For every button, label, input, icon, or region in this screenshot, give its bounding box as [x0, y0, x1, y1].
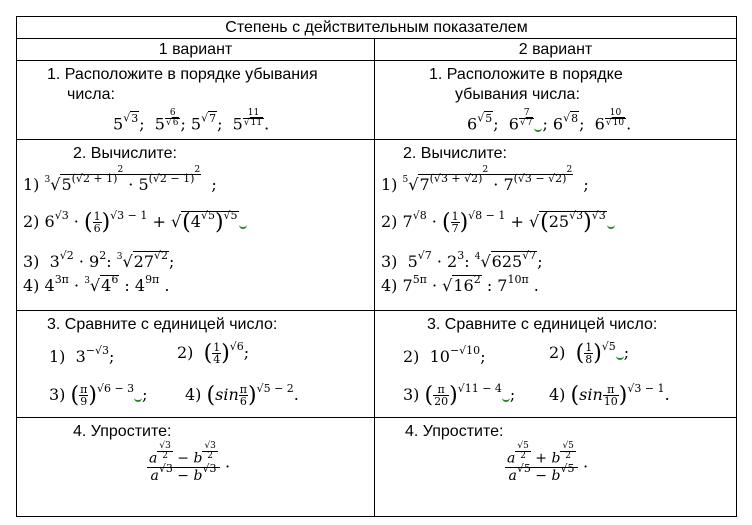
v1-task2-item4: 4) $4^{3\pi} \cdot ^3√4^6$ : $4^{9\pi}$ . — [23, 273, 170, 295]
v2-task3-item1: 2) $10^{-√10}$; — [403, 344, 486, 366]
v2-task1-title-line2: убывания числа: — [455, 86, 580, 103]
v1-task2-cell — [17, 140, 375, 311]
v2-task2-item3: 3) $5^{√7} \cdot 2^3$: $^4√625^{√7}$; — [381, 249, 543, 271]
v1-task4-cell — [17, 418, 375, 517]
v1-task2-item1: 1) $^3√5^{(√2 + 1)^2} \cdot 5^{(√2 - 1)^2}$ ; — [23, 165, 217, 194]
v2-task4-expression: a $^{\frac{√5}{2}}$ + b $^{\frac{√5}{2}}$ $a^{√5} - b^{√5}$ . — [507, 441, 589, 484]
v1-task4-title: 4. Упростите: — [73, 423, 172, 440]
v2-task2-item4: 4) $7^{5\pi} \cdot √16^2$ : $7^{10\pi}$ . — [381, 273, 539, 295]
item-number: 3) — [403, 385, 420, 404]
v2-task1-title-line1: 1. Расположите в порядке — [429, 66, 623, 83]
v2-task3-item3: 3) ( $\frac{\pi}{20}$ )$^{√11 - 4}$ ; — [403, 382, 516, 408]
v1-task2-item3: 3) $3^{√2} \cdot 9^2$: $^3√27^{√2}$; — [23, 249, 175, 271]
v2-task4-cell — [375, 418, 737, 517]
v1-task3-cell — [17, 311, 375, 418]
v2-task3-item4: 4) (sin $\frac{\pi}{10}$ )$^{√3 - 1}$. — [549, 382, 670, 408]
item-number: 1) — [49, 347, 66, 366]
v2-task2-item2: 2) $7^{√8}$ · ( $\frac{1}{7}$ )$^{√8 - 1} + √(25^{√3})^{√3}$ — [381, 210, 615, 235]
v1-task3-item1: 1) $3^{-√3}$; — [49, 344, 115, 366]
item-number: 4) — [23, 276, 40, 295]
v2-task3-title: 3. Сравните с единицей число: — [427, 316, 658, 333]
worksheet-table — [16, 16, 737, 517]
item-number: 2) — [177, 343, 194, 362]
item-number: 3) — [23, 252, 40, 271]
v1-task4-expression: a $^{\frac{√3}{2}}$ − b $^{\frac{√3}{2}}$ $a^{√3} - b^{√3}$ . — [149, 441, 231, 484]
v1-task3-item2: 2) ( $\frac{1}{4}$ )$^{√6}$; — [177, 340, 250, 366]
item-number: 3) — [49, 385, 66, 404]
v2-task2-item1: 1) $^5√7^{(√3 + √2)^2} \cdot 7^{(√3 - √2)^2}$ ; — [381, 165, 589, 194]
variant-1-header: 1 вариант — [17, 39, 375, 61]
worksheet-title: Степень с действительным показателем — [17, 17, 737, 39]
item-number: 2) — [549, 343, 566, 362]
v1-task2-title: 2. Вычислите: — [73, 145, 177, 162]
v1-task1-title-line1: 1. Расположите в порядке убывания — [47, 66, 318, 83]
v1-task1-expression: $5^{√3}$; 5 $^{\frac{6}{√6}}$ ; $5^{√7}$; 5 $^{\frac{11}{√11}}$ . — [113, 108, 270, 134]
item-number: 4) — [185, 385, 202, 404]
v1-task1-title-line2: числа: — [67, 86, 115, 103]
v1-task1-cell — [17, 61, 375, 140]
variant-2-header: 2 вариант — [375, 39, 737, 61]
worksheet — [16, 16, 736, 513]
item-number: 1) — [23, 175, 40, 194]
v2-task4-title: 4. Упростите: — [405, 423, 504, 440]
v1-task2-item2: 2) $6^{√3}$ · ( $\frac{1}{6}$ )$^{√3 - 1} + √(4^{√5})^{√5}$ — [23, 210, 247, 235]
item-number: 2) — [381, 212, 398, 231]
item-number: 1) — [381, 175, 398, 194]
item-number: 4) — [381, 276, 398, 295]
item-number: 4) — [549, 385, 566, 404]
v2-task2-cell — [375, 140, 737, 311]
v2-task3-item2: 2) ( $\frac{1}{8}$ )$^{√5}$ ; — [549, 340, 630, 366]
item-number: 2) — [403, 347, 420, 366]
v1-task3-item3: 3) ( $\frac{\pi}{9}$ )$^{√6 - 3}$ ; — [49, 382, 148, 408]
v1-task3-item4: 4) (sin $\frac{\pi}{6}$ )$^{√5 - 2}$. — [185, 382, 299, 408]
v1-task3-title: 3. Сравните с единицей число: — [47, 316, 278, 333]
item-number: 2) — [23, 212, 40, 231]
item-number: 3) — [381, 252, 398, 271]
v2-task3-cell — [375, 311, 737, 418]
v2-task1-expression: $6^{√5}$; 6 $^{\frac{7}{√7}}$ ; $6^{√8}$; 6 $^{\frac{10}{√10}}$ . — [467, 108, 632, 134]
v2-task2-title: 2. Вычислите: — [403, 145, 507, 162]
v2-task1-cell — [375, 61, 737, 140]
